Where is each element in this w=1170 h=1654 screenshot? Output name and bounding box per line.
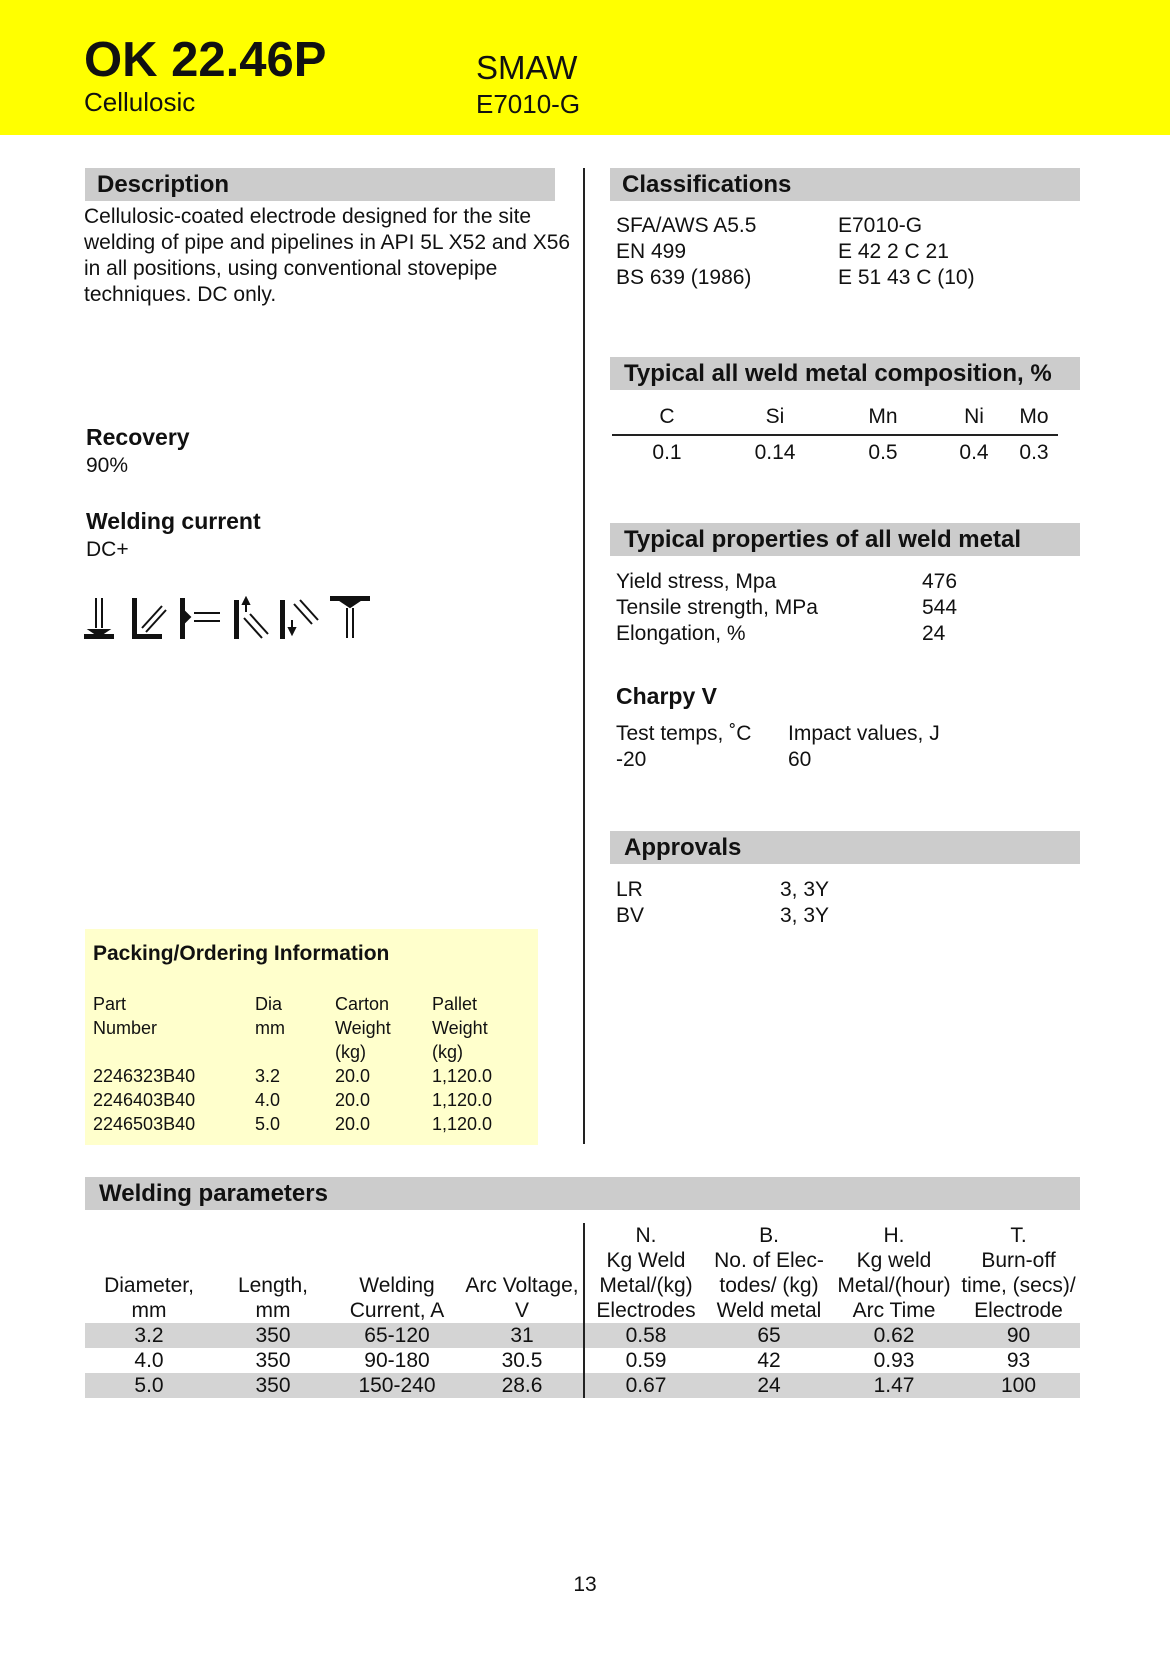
packing-col-header: (kg) <box>432 1042 463 1062</box>
vertical-up-position-icon <box>234 598 268 639</box>
properties-list <box>616 569 1076 647</box>
property-row <box>616 621 1076 647</box>
packing-col-header <box>93 1040 255 1064</box>
part-number: 2246323B40 <box>93 1066 196 1086</box>
description-heading: Description <box>85 168 555 201</box>
wp-cell: 24 <box>707 1373 831 1398</box>
horizontal-position-icon <box>180 598 220 639</box>
standard-name: BS 639 (1986) <box>616 266 752 289</box>
wp-header-row <box>85 1223 1080 1323</box>
welding-positions <box>84 596 374 640</box>
carton-weight: 20.0 <box>335 1090 371 1110</box>
composition-table <box>612 400 1058 470</box>
approval-grade: 3, 3Y <box>780 878 830 901</box>
welding-parameters-table <box>85 1223 1080 1398</box>
wp-col-header-line: B. <box>759 1224 779 1247</box>
wp-col-header <box>584 1223 707 1323</box>
packing-col-header: Number <box>93 1018 158 1038</box>
standard-name: SFA/AWS A5.5 <box>616 214 757 237</box>
charpy-temp-header: Test temps, ˚C <box>616 722 752 745</box>
wp-col-header-line: N. <box>635 1224 657 1247</box>
wp-col-header-line: Kg Weld <box>606 1249 686 1272</box>
packing-row <box>93 1112 532 1136</box>
classifications-list <box>616 213 1076 291</box>
wp-col-header-line: Burn-off <box>981 1249 1056 1272</box>
wp-col-header-line: Length, <box>237 1274 309 1297</box>
wp-cell: 4.0 <box>134 1349 164 1372</box>
diameter: 3.2 <box>255 1066 281 1086</box>
packing-col-header: Carton <box>335 994 390 1014</box>
pallet-weight: 1,120.0 <box>432 1114 493 1134</box>
packing-col-header: Dia <box>255 994 283 1014</box>
packing-heading: Packing/Ordering Information <box>93 942 390 965</box>
wp-cell: 30.5 <box>501 1349 543 1372</box>
approval-grade: 3, 3Y <box>780 904 830 927</box>
wp-cell: 0.67 <box>584 1373 707 1398</box>
column-divider <box>583 168 585 1144</box>
wp-cell: 350 <box>213 1323 333 1348</box>
charpy-heading: Charpy V <box>616 683 717 709</box>
wp-col-header-line: No. of Elec- <box>714 1249 824 1272</box>
recovery-value: 90% <box>86 454 129 477</box>
wp-row <box>85 1373 1080 1398</box>
welding-current-value: DC+ <box>86 538 129 561</box>
pallet-weight: 1,120.0 <box>432 1090 493 1110</box>
wp-row <box>85 1348 1080 1373</box>
diameter: 5.0 <box>255 1114 281 1134</box>
packing-box <box>85 929 538 1145</box>
approval-row <box>616 877 1076 903</box>
wp-col-header-line: Electrode <box>974 1299 1063 1322</box>
carton-weight: 20.0 <box>335 1114 371 1134</box>
property-value: 544 <box>922 596 958 619</box>
standard-class: E7010-G <box>838 214 923 237</box>
wp-cell: 100 <box>957 1373 1080 1398</box>
welding-current-heading: Welding current <box>86 508 261 534</box>
property-row <box>616 595 1076 621</box>
property-label: Yield stress, Mpa <box>616 570 777 593</box>
wp-col-header-line: Electrodes <box>596 1299 696 1322</box>
wp-col-header <box>333 1223 461 1323</box>
packing-row <box>93 1064 532 1088</box>
product-type: Cellulosic <box>84 87 196 117</box>
description-text: Cellulosic-coated electrode designed for the site welding of pipe and pipelines in API 5L X52 and X56 in all positions, using conventional stovepipe techniques. DC only. <box>84 205 571 306</box>
element-value: 0.4 <box>959 441 989 464</box>
process-label: SMAW <box>476 49 578 86</box>
wp-cell: 42 <box>757 1349 781 1372</box>
element-value: 0.5 <box>868 441 898 464</box>
wp-col-header-line: Metal/(kg) <box>599 1274 693 1297</box>
wp-cell: 5.0 <box>85 1373 213 1398</box>
pallet-weight: 1,120.0 <box>432 1066 493 1086</box>
approvals-list <box>616 877 1076 929</box>
wp-cell: 31 <box>461 1323 584 1348</box>
wp-col-header <box>461 1223 584 1323</box>
charpy-impact: 60 <box>788 748 812 771</box>
standard-class: E 42 2 C 21 <box>838 240 949 263</box>
wp-cell: 65 <box>707 1323 831 1348</box>
element-header: C <box>612 400 722 435</box>
property-label: Tensile strength, MPa <box>616 596 818 619</box>
wp-col-header-line: mm <box>131 1299 167 1322</box>
wp-col-header <box>213 1223 333 1323</box>
wp-col-header-line: Metal/(hour) <box>837 1274 951 1297</box>
wp-col-header-line: H. <box>883 1224 905 1247</box>
element-header: Ni <box>938 400 1010 435</box>
classification-row <box>616 213 1076 239</box>
property-value: 24 <box>922 622 946 645</box>
charpy-temp: -20 <box>616 748 647 771</box>
composition-row <box>612 435 1058 470</box>
vertical-down-position-icon <box>280 600 318 639</box>
part-number: 2246503B40 <box>93 1114 196 1134</box>
wp-cell: 350 <box>255 1349 291 1372</box>
classification-code: E7010-G <box>476 89 581 119</box>
diameter: 4.0 <box>255 1090 281 1110</box>
packing-row <box>93 1088 532 1112</box>
wp-col-header-line: Welding <box>359 1274 435 1297</box>
part-number: 2246403B40 <box>93 1090 196 1110</box>
packing-header-row <box>93 1040 532 1064</box>
element-value: 0.1 <box>652 441 682 464</box>
properties-heading: Typical properties of all weld metal <box>610 523 1080 556</box>
wp-cell: 0.58 <box>584 1323 707 1348</box>
element-value: 0.3 <box>1019 441 1049 464</box>
wp-col-header-line: todes/ (kg) <box>719 1274 819 1297</box>
wp-cell: 65-120 <box>333 1323 461 1348</box>
packing-col-header: Weight <box>432 1018 488 1038</box>
wp-col-header-line: V <box>514 1299 529 1322</box>
property-value: 476 <box>922 570 958 593</box>
wp-col-header <box>831 1223 957 1323</box>
wp-cell: 1.47 <box>831 1373 957 1398</box>
packing-col-header: mm <box>255 1018 285 1038</box>
carton-weight: 20.0 <box>335 1066 371 1086</box>
wp-col-header-line: time, (secs)/ <box>961 1274 1076 1297</box>
wp-cell: 350 <box>213 1373 333 1398</box>
horizontal-vertical-position-icon <box>132 598 166 639</box>
wp-col-header-line: Diameter, <box>104 1274 194 1297</box>
wp-cell: 28.6 <box>461 1373 584 1398</box>
approval-body: BV <box>616 904 645 927</box>
wp-col-header-line: Arc Time <box>852 1299 936 1322</box>
packing-col-header: Part <box>93 994 127 1014</box>
wp-cell: 0.59 <box>584 1348 707 1373</box>
packing-col-header <box>255 1040 335 1064</box>
approval-row <box>616 903 1076 929</box>
element-value: 0.14 <box>754 441 796 464</box>
wp-col-header-line: Kg weld <box>856 1249 932 1272</box>
classifications-heading: Classifications <box>610 168 1080 201</box>
wp-col-header-line: Current, A <box>349 1299 445 1322</box>
charpy-list <box>616 721 1076 773</box>
approval-body: LR <box>616 878 643 901</box>
wp-row <box>85 1323 1080 1348</box>
wp-cell: 0.62 <box>831 1323 957 1348</box>
packing-header-row <box>93 1016 532 1040</box>
wp-cell: 90 <box>957 1323 1080 1348</box>
wp-cell: 90-180 <box>364 1349 430 1372</box>
element-header: Mo <box>1010 400 1058 435</box>
wp-cell: 0.93 <box>873 1349 915 1372</box>
charpy-row <box>616 747 1076 773</box>
wp-col-header <box>85 1223 213 1323</box>
charpy-impact-header: Impact values, J <box>788 722 940 745</box>
wp-cell: 3.2 <box>85 1323 213 1348</box>
wp-cell: 150-240 <box>333 1373 461 1398</box>
approvals-heading: Approvals <box>610 831 1080 864</box>
classification-row <box>616 265 1076 291</box>
recovery-heading: Recovery <box>86 424 190 450</box>
wp-col-header <box>957 1223 1080 1323</box>
packing-col-header: (kg) <box>335 1042 366 1062</box>
packing-header-row <box>93 992 532 1016</box>
wp-col-header-line: mm <box>255 1299 291 1322</box>
flat-position-icon <box>84 598 114 639</box>
standard-class: E 51 43 C (10) <box>838 266 975 289</box>
wp-cell: 93 <box>1006 1349 1031 1372</box>
product-title: OK 22.46P <box>84 33 327 87</box>
property-label: Elongation, % <box>616 622 746 645</box>
wp-col-header-line: Arc Voltage, <box>465 1274 579 1297</box>
standard-name: EN 499 <box>616 240 687 263</box>
element-header: Mn <box>828 400 938 435</box>
packing-col-header: Weight <box>335 1018 391 1038</box>
wp-col-header-line: T. <box>1010 1224 1027 1247</box>
composition-heading: Typical all weld metal composition, % <box>610 357 1080 390</box>
welding-parameters-heading: Welding parameters <box>85 1177 1080 1210</box>
charpy-header-row <box>616 721 1076 747</box>
property-row <box>616 569 1076 595</box>
page-number: 13 <box>573 1573 597 1596</box>
wp-col-header <box>707 1223 831 1323</box>
packing-col-header: Pallet <box>432 994 478 1014</box>
packing-table <box>93 992 532 1136</box>
overhead-position-icon <box>330 596 370 638</box>
classification-row <box>616 239 1076 265</box>
element-header: Si <box>722 400 828 435</box>
wp-col-header-line: Weld metal <box>716 1299 822 1322</box>
